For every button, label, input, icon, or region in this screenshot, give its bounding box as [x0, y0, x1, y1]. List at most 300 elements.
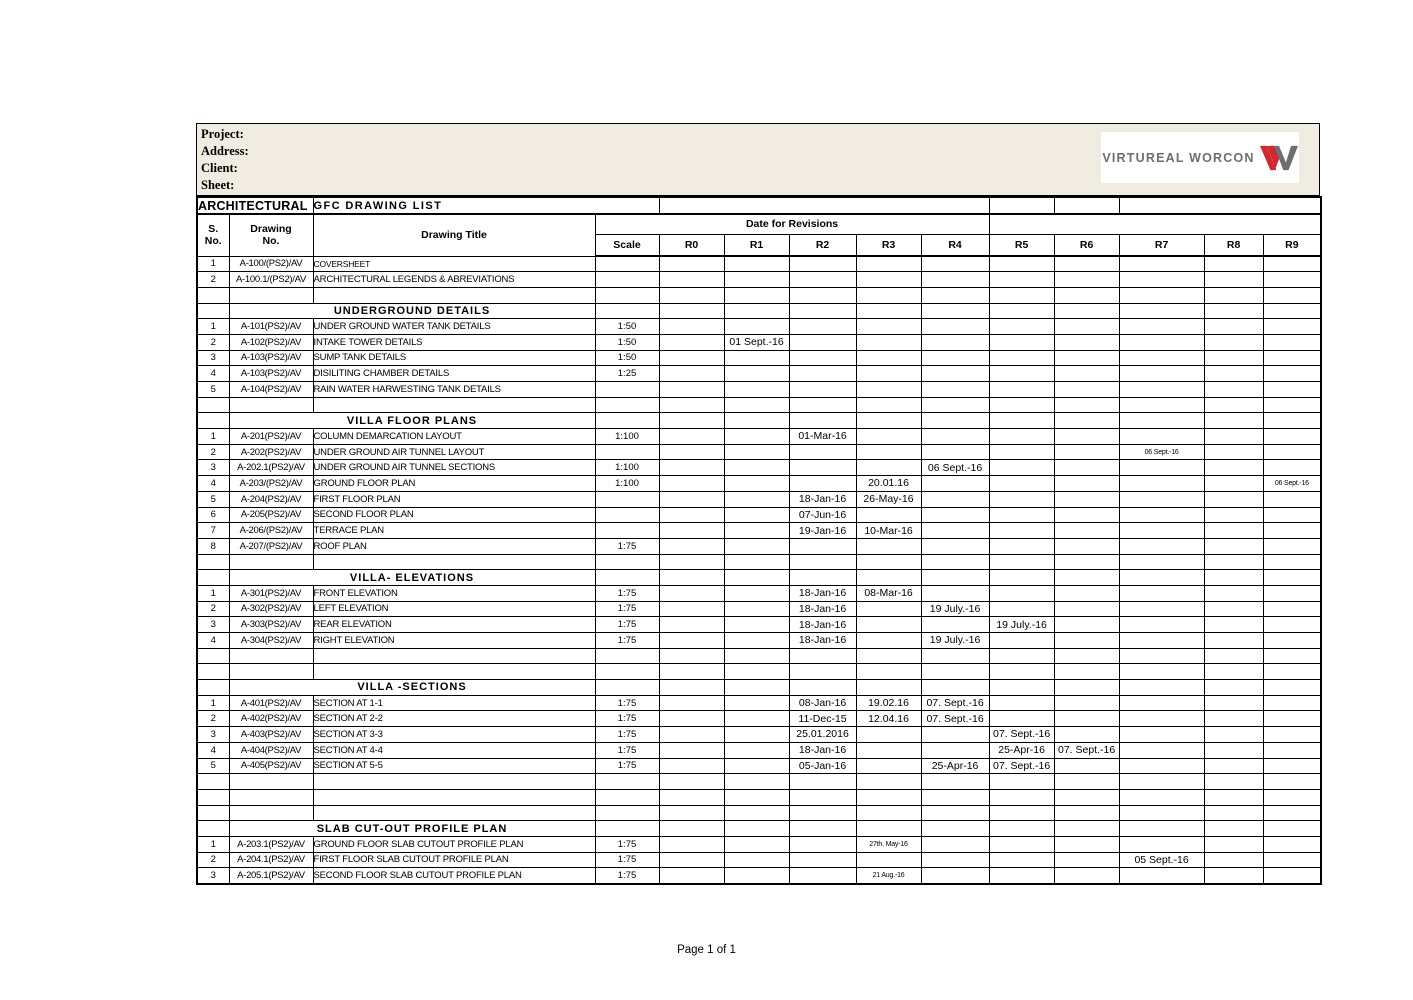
section-title-cell: VILLA -SECTIONS — [229, 680, 595, 696]
drawing-no-cell — [229, 648, 313, 664]
rev-cell-r2: 25.01.2016 — [789, 727, 856, 743]
rev-cell-r4 — [921, 805, 989, 821]
rev-cell-r3 — [856, 554, 921, 570]
rev-cell-r2 — [789, 397, 856, 413]
rev-cell-r7 — [1119, 868, 1204, 884]
rev-cell-r6 — [1054, 397, 1119, 413]
rev-cell-r4 — [921, 303, 989, 319]
rev-cell-r9 — [1263, 256, 1321, 272]
rev-cell-r6: 07. Sept.-16 — [1054, 742, 1119, 758]
title-cell — [313, 397, 595, 413]
rev-cell-r7 — [1119, 287, 1204, 303]
rev-cell-r2 — [789, 554, 856, 570]
rev-cell-r0 — [659, 460, 724, 476]
rev-cell-r7 — [1119, 554, 1204, 570]
rev-cell-r8 — [1204, 366, 1263, 382]
rev-cell-r7 — [1119, 664, 1204, 680]
scale-cell: 1:75 — [595, 727, 659, 743]
rev-cell-r1 — [724, 695, 789, 711]
title-cell: UNDER GROUND AIR TUNNEL LAYOUT — [313, 444, 595, 460]
rev-cell-r7 — [1119, 774, 1204, 790]
rev-cell-r0 — [659, 319, 724, 335]
scale-cell: 1:50 — [595, 350, 659, 366]
rev-cell-r0 — [659, 742, 724, 758]
rev-cell-r7 — [1119, 570, 1204, 586]
scale-cell — [595, 507, 659, 523]
rev-cell-r1 — [724, 868, 789, 884]
rev-cell-r1: 01 Sept.-16 — [724, 334, 789, 350]
rev-cell-r3 — [856, 444, 921, 460]
rev-cell-r0 — [659, 774, 724, 790]
rev-cell-r7 — [1119, 711, 1204, 727]
drawing-no-cell: A-204.1(PS2)/AV — [229, 852, 313, 868]
client-label: Client: — [201, 161, 238, 175]
rev-cell-r7 — [1119, 460, 1204, 476]
rev-cell-r5 — [989, 852, 1054, 868]
rev-cell-r5 — [989, 413, 1054, 429]
page-number: Page 1 of 1 — [677, 944, 736, 956]
sno-cell: 1 — [197, 585, 229, 601]
rev-cell-r8 — [1204, 585, 1263, 601]
rev-cell-r0 — [659, 350, 724, 366]
section-title-cell: VILLA FLOOR PLANS — [229, 413, 595, 429]
rev-cell-r3 — [856, 680, 921, 696]
rev-cell-r4 — [921, 256, 989, 272]
rev-cell-r8 — [1204, 617, 1263, 633]
scale-cell: 1:75 — [595, 711, 659, 727]
rev-cell-r4 — [921, 821, 989, 837]
rev-cell-r9 — [1263, 868, 1321, 884]
rev-cell-r8 — [1204, 852, 1263, 868]
rev-cell-r4 — [921, 789, 989, 805]
table-row — [197, 507, 1321, 523]
rev-cell-r6 — [1054, 554, 1119, 570]
rev-cell-r2 — [789, 256, 856, 272]
rev-cell-r9 — [1263, 711, 1321, 727]
drawing-no-cell: A-304(PS2)/AV — [229, 633, 313, 649]
rev-cell-r2 — [789, 805, 856, 821]
rev-cell-r8 — [1204, 711, 1263, 727]
rev-cell-r6 — [1054, 429, 1119, 445]
section-title-cell: VILLA- ELEVATIONS — [229, 570, 595, 586]
rev-cell-r1 — [724, 727, 789, 743]
project-label: Project: — [201, 127, 244, 141]
empty-row — [197, 789, 1321, 805]
rev-cell-r3 — [856, 805, 921, 821]
scale-cell: 1:75 — [595, 617, 659, 633]
rev-cell-r3 — [856, 460, 921, 476]
title-cell — [313, 287, 595, 303]
rev-cell-r7: 06 Sept.-16 — [1119, 444, 1204, 460]
rev-cell-r4 — [921, 382, 989, 398]
rev-cell-r1 — [724, 680, 789, 696]
rev-cell-r6 — [1054, 868, 1119, 884]
rev-cell-r8 — [1204, 429, 1263, 445]
col-header-r1: R1 — [724, 234, 789, 256]
rev-cell-r4 — [921, 444, 989, 460]
scale-cell — [595, 680, 659, 696]
rev-cell-r9 — [1263, 334, 1321, 350]
rev-cell-r8 — [1204, 272, 1263, 288]
rev-cell-r2 — [789, 287, 856, 303]
rev-cell-r8 — [1204, 538, 1263, 554]
title-cell: INTAKE TOWER DETAILS — [313, 334, 595, 350]
rev-cell-r7 — [1119, 601, 1204, 617]
rev-cell-r0 — [659, 334, 724, 350]
rev-cell-r4: 07. Sept.-16 — [921, 695, 989, 711]
rev-cell-r2: 18-Jan-16 — [789, 617, 856, 633]
empty-row — [197, 554, 1321, 570]
sno-cell: 4 — [197, 633, 229, 649]
scale-cell — [595, 256, 659, 272]
scale-cell — [595, 805, 659, 821]
rev-cell-r5 — [989, 570, 1054, 586]
list-title-cell: GFC DRAWING LIST — [313, 197, 659, 214]
rev-cell-r6 — [1054, 366, 1119, 382]
rev-cell-r2: 18-Jan-16 — [789, 491, 856, 507]
logo-w-icon — [1260, 145, 1298, 171]
col-header-drawing-title: Drawing Title — [313, 214, 595, 256]
rev-cell-r0 — [659, 366, 724, 382]
rev-cell-r4: 25-Apr-16 — [921, 758, 989, 774]
rev-cell-r9 — [1263, 272, 1321, 288]
rev-cell-r1 — [724, 303, 789, 319]
table-row — [197, 852, 1321, 868]
table-title-row — [197, 197, 1321, 214]
title-cell: ARCHITECTURAL LEGENDS & ABREVIATIONS — [313, 272, 595, 288]
rev-cell-r4 — [921, 868, 989, 884]
rev-cell-r5 — [989, 350, 1054, 366]
drawing-no-cell: A-302(PS2)/AV — [229, 601, 313, 617]
rev-cell-r5 — [989, 821, 1054, 837]
rev-cell-r1 — [724, 836, 789, 852]
rev-cell-r1 — [724, 523, 789, 539]
rev-cell-r5 — [989, 805, 1054, 821]
section-row — [197, 303, 1321, 319]
table-row — [197, 836, 1321, 852]
rev-cell-r2 — [789, 774, 856, 790]
drawing-no-cell: A-405(PS2)/AV — [229, 758, 313, 774]
scale-cell: 1:75 — [595, 868, 659, 884]
drawing-no-cell: A-205(PS2)/AV — [229, 507, 313, 523]
title-cell: DISILITING CHAMBER DETAILS — [313, 366, 595, 382]
rev-cell-r9 — [1263, 319, 1321, 335]
scale-cell: 1:75 — [595, 585, 659, 601]
drawing-no-cell: A-303(PS2)/AV — [229, 617, 313, 633]
rev-cell-r0 — [659, 617, 724, 633]
table-row — [197, 695, 1321, 711]
title-cell — [313, 664, 595, 680]
table-row — [197, 758, 1321, 774]
drawing-no-cell: A-403(PS2)/AV — [229, 727, 313, 743]
rev-cell-r4 — [921, 554, 989, 570]
rev-cell-r9 — [1263, 554, 1321, 570]
rev-cell-r1 — [724, 852, 789, 868]
rev-cell-r1 — [724, 272, 789, 288]
rev-cell-r5 — [989, 836, 1054, 852]
rev-cell-r0 — [659, 382, 724, 398]
scale-cell — [595, 821, 659, 837]
scale-cell — [595, 413, 659, 429]
rev-cell-r9 — [1263, 758, 1321, 774]
rev-cell-r3 — [856, 429, 921, 445]
rev-cell-r5 — [989, 366, 1054, 382]
col-header-r8: R8 — [1204, 234, 1263, 256]
rev-cell-r0 — [659, 287, 724, 303]
title-cell: REAR ELEVATION — [313, 617, 595, 633]
rev-cell-r9 — [1263, 836, 1321, 852]
rev-cell-r7 — [1119, 523, 1204, 539]
scale-cell — [595, 272, 659, 288]
drawing-no-cell: A-104(PS2)/AV — [229, 382, 313, 398]
rev-cell-r4 — [921, 774, 989, 790]
rev-cell-r5 — [989, 319, 1054, 335]
drawing-no-cell: A-203.1(PS2)/AV — [229, 836, 313, 852]
rev-cell-r7 — [1119, 507, 1204, 523]
title-cell: SECTION AT 5-5 — [313, 758, 595, 774]
rev-cell-r7 — [1119, 350, 1204, 366]
rev-cell-r8 — [1204, 413, 1263, 429]
rev-cell-r4 — [921, 538, 989, 554]
drawing-no-cell: A-204(PS2)/AV — [229, 491, 313, 507]
scale-cell: 1:100 — [595, 429, 659, 445]
title-row-blank — [1054, 197, 1119, 214]
rev-cell-r9 — [1263, 617, 1321, 633]
title-cell: FRONT ELEVATION — [313, 585, 595, 601]
rev-cell-r2 — [789, 476, 856, 492]
rev-cell-r0 — [659, 821, 724, 837]
table-row — [197, 601, 1321, 617]
drawing-no-cell — [229, 774, 313, 790]
rev-cell-r8 — [1204, 476, 1263, 492]
drawing-no-cell: A-404(PS2)/AV — [229, 742, 313, 758]
drawing-no-cell: A-100/(PS2)/AV — [229, 256, 313, 272]
rev-cell-r7 — [1119, 680, 1204, 696]
title-cell — [313, 648, 595, 664]
scale-cell — [595, 664, 659, 680]
rev-cell-r6 — [1054, 507, 1119, 523]
rev-cell-r5 — [989, 460, 1054, 476]
drawing-table — [196, 196, 1322, 885]
rev-cell-r8 — [1204, 334, 1263, 350]
rev-cell-r6 — [1054, 648, 1119, 664]
drawing-no-cell: A-100.1/(PS2)/AV — [229, 272, 313, 288]
rev-cell-r4 — [921, 319, 989, 335]
col-header-scale: Scale — [595, 234, 659, 256]
rev-cell-r8 — [1204, 382, 1263, 398]
rev-cell-r6 — [1054, 758, 1119, 774]
title-cell: COLUMN DEMARCATION LAYOUT — [313, 429, 595, 445]
rev-cell-r9 — [1263, 366, 1321, 382]
rev-cell-r2 — [789, 852, 856, 868]
rev-cell-r3: 10-Mar-16 — [856, 523, 921, 539]
rev-cell-r3 — [856, 617, 921, 633]
rev-cell-r4 — [921, 334, 989, 350]
rev-cell-r0 — [659, 852, 724, 868]
rev-cell-r0 — [659, 836, 724, 852]
rev-cell-r3 — [856, 538, 921, 554]
drawing-no-cell: A-205.1(PS2)/AV — [229, 868, 313, 884]
rev-cell-r7 — [1119, 633, 1204, 649]
rev-cell-r3: 20.01.16 — [856, 476, 921, 492]
rev-cell-r4 — [921, 491, 989, 507]
rev-cell-r3 — [856, 852, 921, 868]
rev-cell-r0 — [659, 444, 724, 460]
section-row — [197, 821, 1321, 837]
rev-cell-r1 — [724, 287, 789, 303]
header-fields — [201, 126, 249, 194]
rev-cell-r2: 01-Mar-16 — [789, 429, 856, 445]
rev-cell-r5 — [989, 774, 1054, 790]
rev-cell-r0 — [659, 523, 724, 539]
sno-cell: 3 — [197, 460, 229, 476]
scale-cell — [595, 523, 659, 539]
rev-cell-r6 — [1054, 664, 1119, 680]
rev-cell-r7 — [1119, 836, 1204, 852]
rev-cell-r7 — [1119, 491, 1204, 507]
rev-cell-r1 — [724, 507, 789, 523]
rev-cell-r6 — [1054, 821, 1119, 837]
logo-text: VIRTUREAL WORCON — [1102, 150, 1255, 165]
rev-cell-r6 — [1054, 805, 1119, 821]
table-row — [197, 742, 1321, 758]
rev-cell-r0 — [659, 711, 724, 727]
title-cell: SECTION AT 3-3 — [313, 727, 595, 743]
rev-cell-r6 — [1054, 836, 1119, 852]
section-row — [197, 570, 1321, 586]
empty-row — [197, 397, 1321, 413]
discipline-cell: ARCHITECTURAL — [197, 197, 313, 214]
scale-cell — [595, 554, 659, 570]
section-title-cell: SLAB CUT-OUT PROFILE PLAN — [229, 821, 595, 837]
rev-cell-r6 — [1054, 460, 1119, 476]
rev-cell-r8 — [1204, 444, 1263, 460]
rev-cell-r1 — [724, 429, 789, 445]
rev-cell-r8 — [1204, 460, 1263, 476]
rev-cell-r8 — [1204, 742, 1263, 758]
rev-cell-r8 — [1204, 303, 1263, 319]
rev-cell-r3 — [856, 507, 921, 523]
rev-cell-r8 — [1204, 256, 1263, 272]
rev-cell-r9 — [1263, 680, 1321, 696]
rev-cell-r2: 18-Jan-16 — [789, 633, 856, 649]
col-header-r4: R4 — [921, 234, 989, 256]
sno-cell: 1 — [197, 319, 229, 335]
scale-cell — [595, 397, 659, 413]
rev-cell-r9 — [1263, 821, 1321, 837]
rev-cell-r3 — [856, 397, 921, 413]
rev-cell-r4 — [921, 648, 989, 664]
drawing-no-cell — [229, 789, 313, 805]
title-cell: TERRACE PLAN — [313, 523, 595, 539]
sno-cell: 8 — [197, 538, 229, 554]
rev-cell-r9 — [1263, 350, 1321, 366]
rev-cell-r5 — [989, 711, 1054, 727]
rev-cell-r5: 19 July.-16 — [989, 617, 1054, 633]
rev-cell-r2 — [789, 334, 856, 350]
sno-cell: 3 — [197, 868, 229, 884]
scale-cell: 1:75 — [595, 538, 659, 554]
rev-cell-r3 — [856, 601, 921, 617]
sno-cell — [197, 413, 229, 429]
rev-cell-r7 — [1119, 429, 1204, 445]
rev-cell-r7 — [1119, 648, 1204, 664]
rev-cell-r6 — [1054, 444, 1119, 460]
rev-cell-r0 — [659, 805, 724, 821]
title-cell: GROUND FLOOR SLAB CUTOUT PROFILE PLAN — [313, 836, 595, 852]
rev-cell-r6 — [1054, 711, 1119, 727]
title-cell: SECTION AT 2-2 — [313, 711, 595, 727]
rev-cell-r8 — [1204, 570, 1263, 586]
rev-cell-r6 — [1054, 774, 1119, 790]
rev-cell-r6 — [1054, 382, 1119, 398]
scale-cell — [595, 570, 659, 586]
rev-cell-r0 — [659, 648, 724, 664]
rev-cell-r1 — [724, 397, 789, 413]
rev-cell-r7 — [1119, 272, 1204, 288]
col-header-r7: R7 — [1119, 234, 1204, 256]
rev-cell-r0 — [659, 695, 724, 711]
rev-cell-r3: 12.04.16 — [856, 711, 921, 727]
rev-cell-r7 — [1119, 413, 1204, 429]
rev-cell-r9 — [1263, 852, 1321, 868]
rev-cell-r0 — [659, 429, 724, 445]
sno-cell — [197, 303, 229, 319]
rev-cell-r6 — [1054, 570, 1119, 586]
rev-cell-r2 — [789, 444, 856, 460]
rev-cell-r2: 07-Jun-16 — [789, 507, 856, 523]
scale-cell: 1:25 — [595, 366, 659, 382]
col-header-sno: S. No. — [197, 214, 229, 256]
rev-cell-r5 — [989, 476, 1054, 492]
rev-cell-r4: 06 Sept.-16 — [921, 460, 989, 476]
rev-cell-r9 — [1263, 429, 1321, 445]
rev-cell-r0 — [659, 538, 724, 554]
rev-cell-r5 — [989, 538, 1054, 554]
sno-cell: 5 — [197, 382, 229, 398]
rev-cell-r8 — [1204, 664, 1263, 680]
scale-cell — [595, 491, 659, 507]
table-row — [197, 366, 1321, 382]
scale-cell: 1:75 — [595, 695, 659, 711]
rev-cell-r8 — [1204, 727, 1263, 743]
scale-cell: 1:50 — [595, 319, 659, 335]
rev-cell-r2 — [789, 366, 856, 382]
rev-cell-r3 — [856, 648, 921, 664]
title-cell — [313, 789, 595, 805]
rev-cell-r5: 07. Sept.-16 — [989, 758, 1054, 774]
rev-cell-r5 — [989, 523, 1054, 539]
rev-cell-r7 — [1119, 805, 1204, 821]
rev-cell-r1 — [724, 789, 789, 805]
rev-cell-r1 — [724, 256, 789, 272]
table-row — [197, 585, 1321, 601]
rev-cell-r8 — [1204, 680, 1263, 696]
rev-cell-r9 — [1263, 585, 1321, 601]
rev-cell-r6 — [1054, 350, 1119, 366]
sno-cell: 4 — [197, 742, 229, 758]
rev-cell-r5: 07. Sept.-16 — [989, 727, 1054, 743]
rev-cell-r0 — [659, 868, 724, 884]
rev-cell-r4 — [921, 287, 989, 303]
scale-cell: 1:75 — [595, 742, 659, 758]
rev-cell-r9 — [1263, 774, 1321, 790]
rev-cell-r7 — [1119, 617, 1204, 633]
rev-cell-r9: 06 Sept.-16 — [1263, 476, 1321, 492]
drawing-no-cell: A-301(PS2)/AV — [229, 585, 313, 601]
rev-cell-r9 — [1263, 664, 1321, 680]
rev-cell-r5 — [989, 868, 1054, 884]
